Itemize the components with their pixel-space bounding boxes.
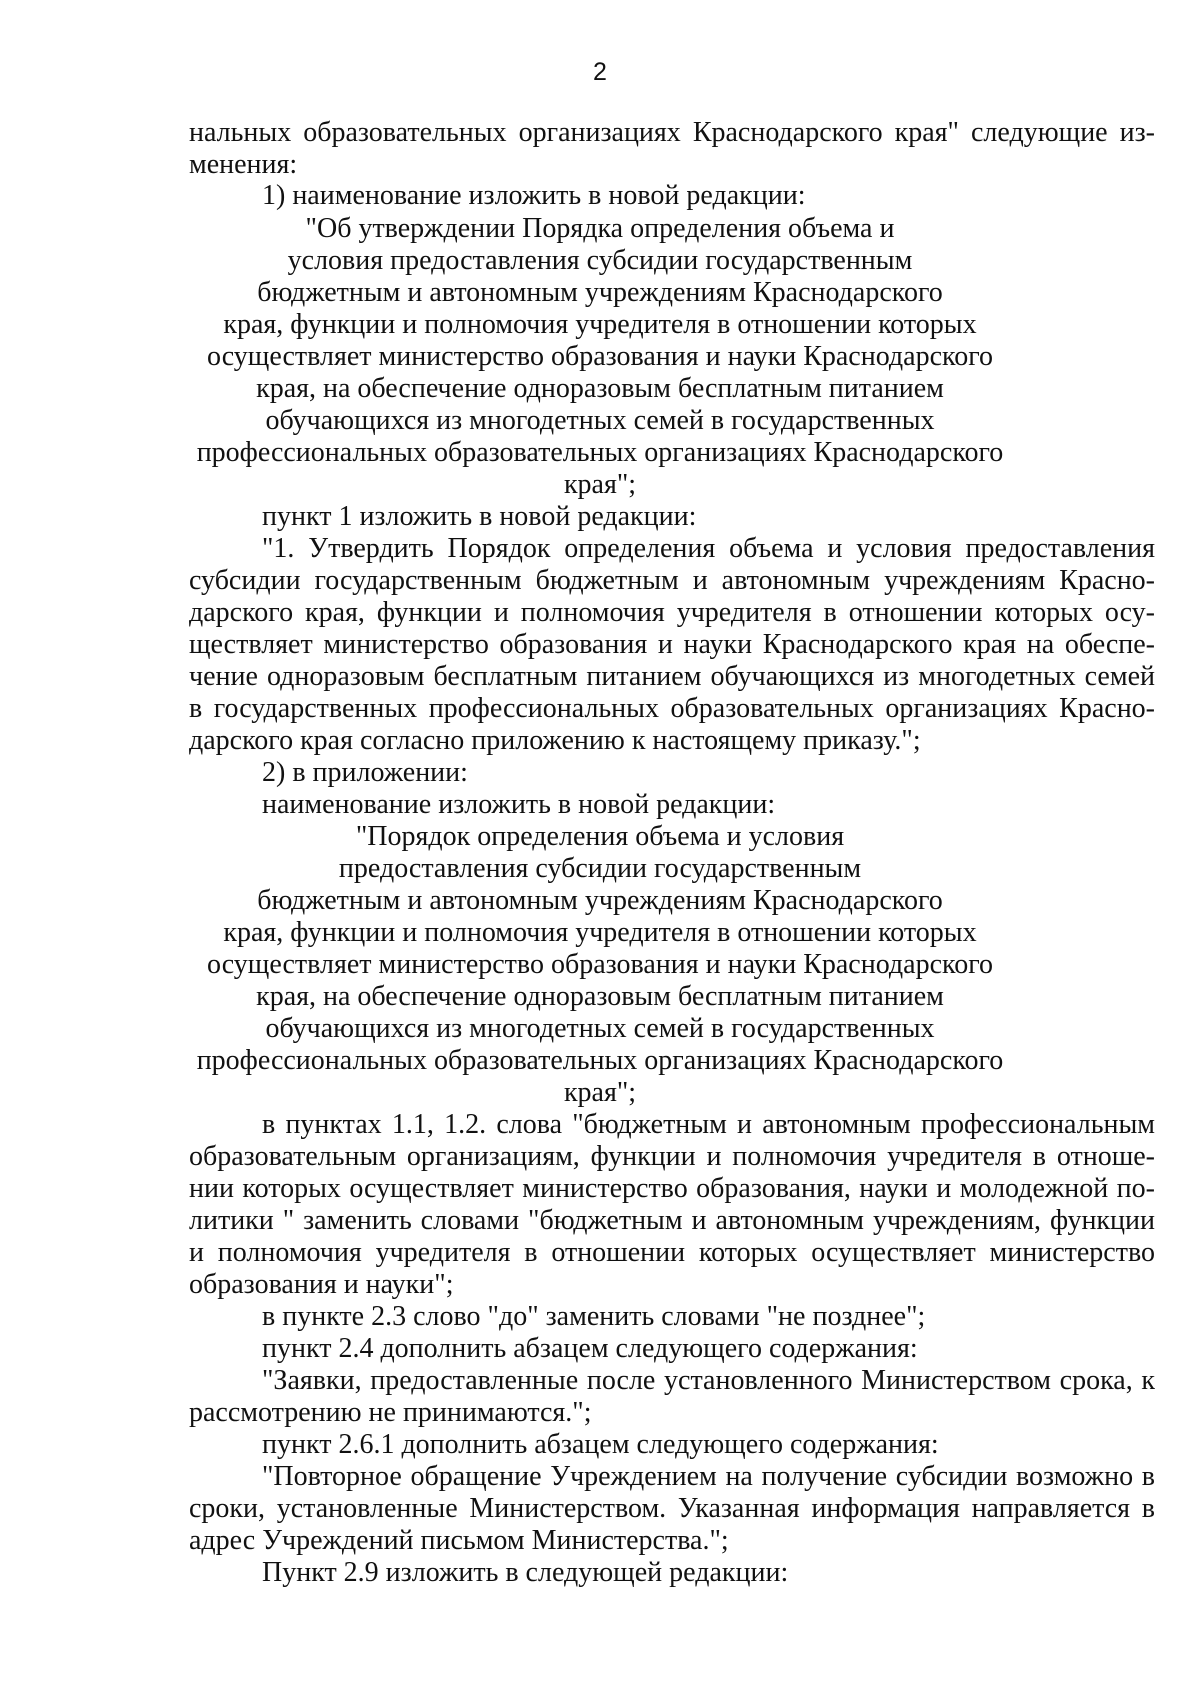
text-line: "Об утверждении Порядка определения объема и (305, 213, 895, 244)
text-line: в государственных профессиональных образовательных организациях Красно- (189, 693, 1155, 724)
text-line: субсидии государственным бюджетным и автономным учреждениям Красно- (189, 565, 1155, 596)
text-line: литики " заменить словами "бюджетным и автономным учреждениям, функции (189, 1205, 1155, 1236)
text-line: края, функции и полномочия учредителя в отношении которых (223, 917, 977, 948)
text-line: края"; (563, 469, 637, 500)
text-line: "Порядок определения объема и условия (355, 821, 845, 852)
text-line: наименование изложить в новой редакции: (262, 789, 776, 820)
text-line: нальных образовательных организациях Краснодарского края" следующие из- (189, 117, 1155, 148)
text-line: рассмотрению не принимаются."; (189, 1397, 592, 1428)
text-line: края, на обеспечение одноразовым бесплатным питанием (256, 981, 944, 1012)
text-line: чение одноразовым бесплатным питанием обучающихся из многодетных семей (189, 661, 1155, 692)
page-number: 2 (593, 58, 607, 86)
text-line: в пункте 2.3 слово "до" заменить словами "не позднее"; (262, 1301, 926, 1332)
text-line: в пунктах 1.1, 1.2. слова "бюджетным и автономным профессиональным (262, 1109, 1155, 1140)
text-line: "1. Утвердить Порядок определения объема и условия предоставления (262, 533, 1155, 564)
text-line: края"; (563, 1077, 637, 1108)
text-line: осуществляет министерство образования и науки Краснодарского (207, 949, 993, 980)
text-line: края, функции и полномочия учредителя в отношении которых (223, 309, 977, 340)
text-line: Пункт 2.9 изложить в следующей редакции: (262, 1557, 789, 1588)
text-line: сроки, установленные Министерством. Указанная информация направляется в (189, 1493, 1155, 1524)
text-line: "Повторное обращение Учреждением на получение субсидии возможно в (262, 1461, 1155, 1492)
text-line: дарского края, функции и полномочия учредителя в отношении которых осу- (189, 597, 1155, 628)
text-line: бюджетным и автономным учреждениям Краснодарского (257, 885, 943, 916)
text-line: и полномочия учредителя в отношении которых осуществляет министерство (189, 1237, 1155, 1268)
text-line: края, на обеспечение одноразовым бесплатным питанием (256, 373, 944, 404)
text-line: нии которых осуществляет министерство образования, науки и молодежной по- (189, 1173, 1155, 1204)
text-line: профессиональных образовательных организациях Краснодарского (196, 1045, 1004, 1076)
text-line: образования и науки"; (189, 1269, 454, 1300)
text-line: пункт 2.6.1 дополнить абзацем следующего содержания: (262, 1429, 939, 1460)
text-line: ществляет министерство образования и науки Краснодарского края на обеспе- (189, 629, 1155, 660)
text-line: пункт 1 изложить в новой редакции: (262, 501, 697, 532)
text-line: обучающихся из многодетных семей в государственных (265, 1013, 935, 1044)
text-line: предоставления субсидии государственным (338, 853, 862, 884)
text-line: пункт 2.4 дополнить абзацем следующего содержания: (262, 1333, 918, 1364)
text-line: профессиональных образовательных организациях Краснодарского (196, 437, 1004, 468)
text-line: условия предоставления субсидии государственным (287, 245, 913, 276)
text-line: обучающихся из многодетных семей в государственных (265, 405, 935, 436)
text-line: бюджетным и автономным учреждениям Краснодарского (257, 277, 943, 308)
text-line: образовательным организациям, функции и полномочия учредителя в отноше- (189, 1141, 1155, 1172)
text-line: осуществляет министерство образования и науки Краснодарского (207, 341, 993, 372)
text-line: дарского края согласно приложению к настоящему приказу."; (189, 725, 921, 756)
text-line: 1) наименование изложить в новой редакции: (262, 180, 806, 211)
text-line: адрес Учреждений письмом Министерства."; (189, 1525, 729, 1556)
text-line: 2) в приложении: (262, 757, 468, 788)
text-line: менения: (189, 149, 298, 180)
text-line: "Заявки, предоставленные после установленного Министерством срока, к (262, 1365, 1155, 1396)
